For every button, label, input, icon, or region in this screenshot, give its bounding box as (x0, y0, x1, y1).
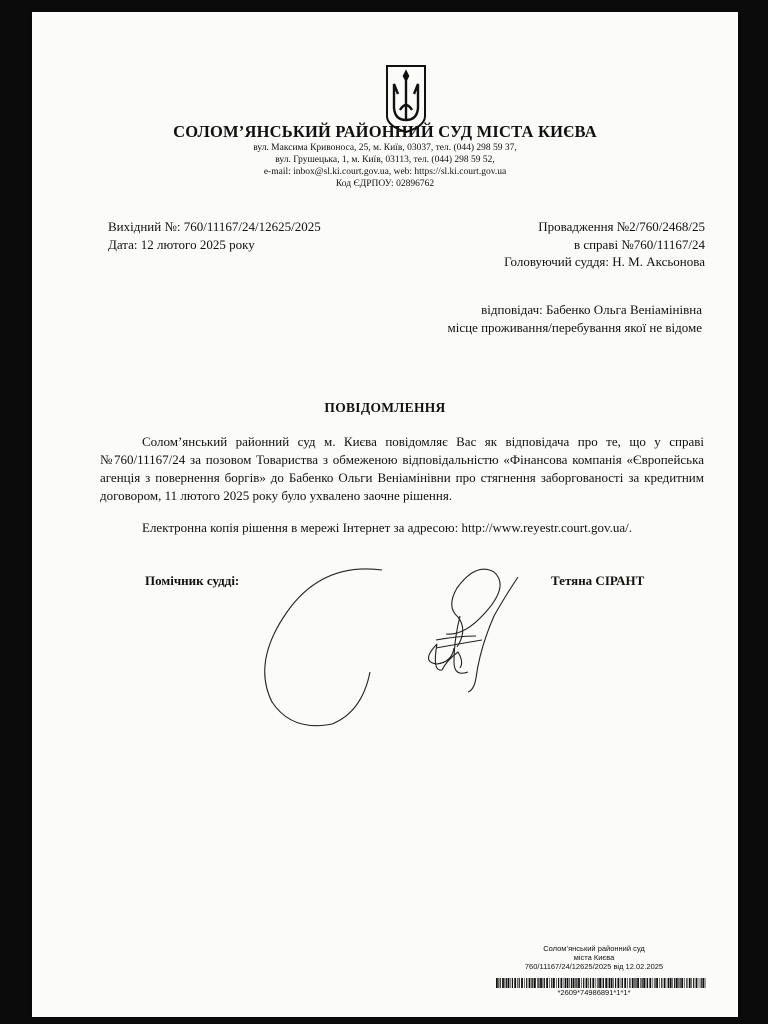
barcode-bar (611, 978, 613, 988)
barcode-bar (581, 978, 582, 988)
barcode-bar (654, 978, 655, 988)
barcode-bar (588, 978, 589, 988)
barcode-bar (529, 978, 531, 988)
barcode-bar (627, 978, 628, 988)
barcode-bar (608, 978, 609, 988)
barcode-bar (674, 978, 675, 988)
signer-name: Тетяна СІРАНТ (551, 573, 645, 588)
barcode-bar (691, 978, 692, 988)
barcode-bar (537, 978, 538, 988)
barcode-bar (576, 978, 577, 988)
stamp-court: Солом’янський районний суд (543, 944, 645, 953)
barcode-bar (632, 978, 634, 988)
barcode-bar (618, 978, 620, 988)
presiding-judge: Головуючий суддя: Н. М. Аксьонова (504, 254, 705, 269)
barcode-bar (524, 978, 525, 988)
stamp-number: 760/11167/24/12625/2025 від 12.02.2025 (524, 962, 664, 971)
outgoing-date: Дата: 12 лютого 2025 року (108, 236, 255, 252)
barcode-bar (505, 978, 506, 988)
court-address-1: вул. Максима Кривоноса, 25, м. Київ, 03037, тел. (044) 298 59 37, (253, 143, 517, 153)
barcode-bar (556, 978, 557, 988)
barcode-bar (670, 978, 672, 988)
barcode-bar (672, 978, 673, 988)
barcode-bar (634, 978, 635, 988)
barcode-bar (689, 978, 691, 988)
barcode-bar (637, 978, 639, 988)
barcode-bar (701, 978, 702, 988)
court-contacts: e-mail: inbox@sl.ki.court.gov.ua, web: https://sl.ki.court.gov.ua (263, 167, 507, 177)
case-number: в справі №760/11167/24 (573, 236, 705, 252)
electronic-copy-note: Електронна копія рішення в мережі Інтернет за адресою: http://www.reyestr.court.gov.ua/. (142, 520, 633, 535)
barcode-bar (599, 978, 601, 988)
signer-role: Помічник судді: (145, 573, 240, 588)
barcode-bar (498, 978, 499, 988)
barcode-bar (510, 978, 511, 988)
barcode-bar (500, 978, 501, 988)
barcode-bar (519, 978, 520, 988)
barcode-bar (649, 978, 651, 988)
barcode-bar (622, 978, 623, 988)
barcode-bar (532, 978, 533, 988)
barcode-bar (508, 978, 510, 988)
barcode-bar (681, 978, 683, 988)
barcode-bar (667, 978, 668, 988)
barcode-bar (540, 978, 542, 988)
barcode-bar (646, 978, 647, 988)
barcode-bar (571, 978, 572, 988)
barcode-bar (597, 978, 598, 988)
proceeding-number: Провадження №2/760/2468/25 (538, 219, 705, 234)
barcode-bar (565, 978, 566, 988)
barcode-bar (506, 978, 507, 988)
barcode-bar (659, 978, 660, 988)
court-edrpou: Код ЄДРПОУ: 02896762 (335, 179, 435, 189)
barcode-bar (640, 978, 641, 988)
barcode-bar (514, 978, 516, 988)
barcode (496, 978, 706, 988)
barcode-bar (705, 978, 706, 988)
barcode-bar (543, 978, 544, 988)
barcode-bar (624, 978, 626, 988)
barcode-bar (538, 978, 539, 988)
notice-body: Солом’янський районний суд м. Києва повідомляє Вас як відповідача про те, що у справі №760/11167/24 за позовом Товариства з обмеженою відповідальністю «Фінансова компанія «Європейська агенція з повернення боргів» до Бабенко Ольги Веніамінівни про стягнення заборгованості за кредитним договором, 11 лютого 2025 року було ухвалено заочне рішення. (100, 434, 704, 503)
barcode-bar (567, 978, 569, 988)
barcode-bar (696, 978, 698, 988)
barcode-bar (544, 978, 545, 988)
barcode-bar (678, 978, 679, 988)
court-name: СОЛОМ’ЯНСЬКИЙ РАЙОННИЙ СУД МІСТА КИЄВА (173, 122, 597, 141)
barcode-bar (680, 978, 681, 988)
barcode-bar (586, 978, 588, 988)
document-page (32, 12, 738, 1017)
barcode-bar (661, 978, 662, 988)
barcode-bar (592, 978, 594, 988)
barcode-bar (602, 978, 603, 988)
barcode-bar (702, 978, 704, 988)
barcode-bar (676, 978, 678, 988)
respondent-block (448, 301, 702, 336)
signature-scribble (232, 552, 532, 732)
court-address-2: вул. Грушецька, 1, м. Київ, 03113, тел. (044) 298 59 52, (275, 155, 495, 165)
barcode-bar (531, 978, 532, 988)
barcode-bar (526, 978, 527, 988)
barcode-bar (553, 978, 555, 988)
document-title: ПОВІДОМЛЕННЯ (324, 400, 446, 415)
barcode-bar (629, 978, 630, 988)
barcode-bar (653, 978, 654, 988)
barcode-bar (558, 978, 559, 988)
barcode-bar (635, 978, 636, 988)
barcode-bar (615, 978, 616, 988)
barcode-bar (621, 978, 622, 988)
stamp-city: міста Києва (573, 953, 615, 962)
barcode-bar (590, 978, 591, 988)
barcode-bar (693, 978, 694, 988)
barcode-bar (549, 978, 550, 988)
barcode-bar (583, 978, 584, 988)
barcode-bar (664, 978, 666, 988)
barcode-bar (668, 978, 669, 988)
barcode-bar (561, 978, 563, 988)
registry-stamp (484, 944, 704, 971)
barcode-bar (699, 978, 700, 988)
barcode-bar (512, 978, 513, 988)
barcode-bar (564, 978, 565, 988)
outgoing-meta (108, 218, 321, 253)
barcode-bar (603, 978, 604, 988)
barcode-bar (605, 978, 607, 988)
case-meta (504, 218, 705, 271)
barcode-bar (643, 978, 645, 988)
barcode-bar (551, 978, 552, 988)
outgoing-number: Вихідний №: 760/11167/24/12625/2025 (108, 219, 321, 234)
barcode-number: *2609*74986891*1*1* (557, 988, 631, 997)
barcode-bar (517, 978, 518, 988)
barcode-bar (575, 978, 576, 988)
barcode-bar (534, 978, 536, 988)
barcode-bar (596, 978, 597, 988)
barcode-bar (578, 978, 580, 988)
barcode-bar (502, 978, 504, 988)
barcode-bar (573, 978, 575, 988)
respondent-residence: місце проживання/перебування якої не відоме (447, 319, 702, 335)
barcode-bar (496, 978, 498, 988)
barcode-bar (609, 978, 610, 988)
respondent-name: відповідач: Бабенко Ольга Веніамінівна (481, 302, 702, 317)
barcode-bar (569, 978, 570, 988)
barcode-bar (656, 978, 658, 988)
barcode-bar (684, 978, 685, 988)
barcode-bar (647, 978, 648, 988)
barcode-bar (613, 978, 614, 988)
barcode-bar (521, 978, 523, 988)
barcode-bar (686, 978, 687, 988)
barcode-bar (642, 978, 643, 988)
barcode-bar (546, 978, 548, 988)
